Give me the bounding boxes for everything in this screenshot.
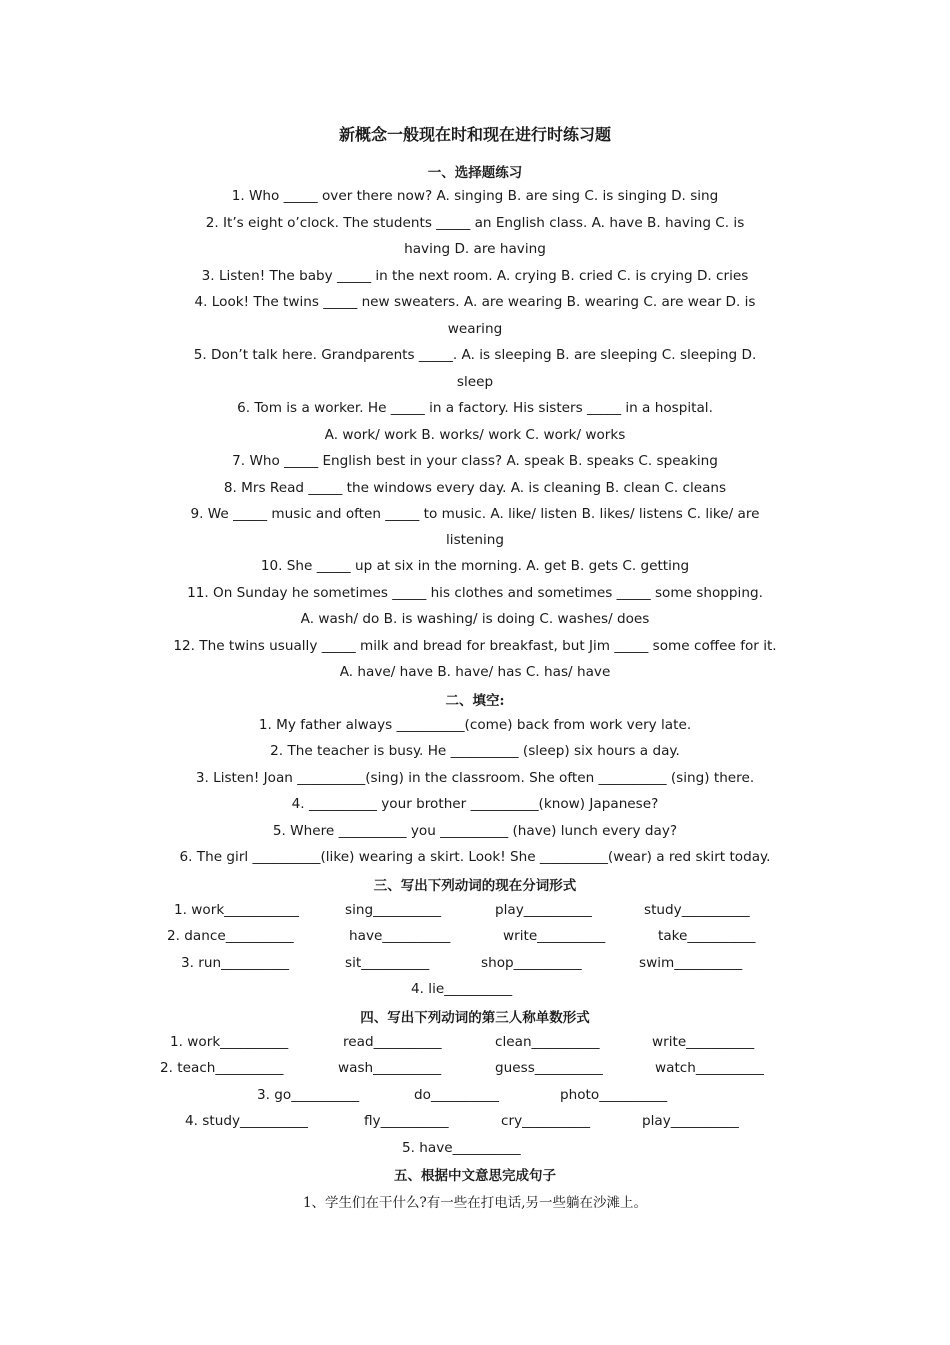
word-cell: photo__________	[560, 1087, 668, 1103]
section-heading-participle: 三、写出下列动词的现在分词形式	[373, 878, 577, 894]
word-cell: have__________	[349, 928, 451, 944]
word-cell: play__________	[495, 902, 592, 918]
word-cell: 4. study__________	[185, 1113, 308, 1129]
word-cell: wash__________	[338, 1060, 442, 1076]
page-title: 新概念一般现在时和现在进行时练习题	[338, 125, 611, 144]
question-line: 7. Who _____ English best in your class? A. speak B. speaks C. speaking	[232, 453, 718, 469]
word-cell: 3. run__________	[181, 955, 290, 971]
word-cell: do__________	[414, 1087, 499, 1103]
word-cell: 5. have__________	[402, 1140, 521, 1156]
word-cell: take__________	[658, 928, 756, 944]
section-heading-fill: 二、填空:	[445, 693, 505, 709]
question-line: wearing	[447, 321, 503, 337]
word-cell: cry__________	[501, 1113, 591, 1129]
fill-line: 6. The girl __________(like) wearing a skirt. Look! She __________(wear) a red skirt today.	[179, 849, 771, 865]
word-cell: 2. teach__________	[160, 1060, 284, 1076]
word-cell: write__________	[652, 1034, 755, 1050]
question-line: 12. The twins usually _____ milk and bread for breakfast, but Jim _____ some coffee for it.	[173, 638, 777, 654]
section-heading-choice: 一、选择题练习	[427, 165, 523, 181]
question-line: 1. Who _____ over there now? A. singing B. are sing C. is singing D. sing	[231, 188, 719, 204]
word-cell: 4. lie__________	[411, 981, 513, 997]
question-line: having D. are having	[404, 241, 546, 257]
word-cell: 3. go__________	[257, 1087, 360, 1103]
question-line: sleep	[456, 374, 494, 390]
word-cell: clean__________	[495, 1034, 600, 1050]
question-line: 10. She _____ up at six in the morning. A. get B. gets C. getting	[260, 558, 690, 574]
word-cell: guess__________	[495, 1060, 603, 1076]
word-cell: 2. dance__________	[167, 928, 294, 944]
word-cell: swim__________	[639, 955, 743, 971]
word-cell: study__________	[644, 902, 750, 918]
word-cell: sit__________	[345, 955, 430, 971]
word-cell: 1. work__________	[170, 1034, 289, 1050]
word-cell: 1. work___________	[174, 902, 299, 918]
question-line: 4. Look! The twins _____ new sweaters. A. are wearing B. wearing C. are wear D. is	[194, 294, 756, 310]
question-line: 11. On Sunday he sometimes _____ his clothes and sometimes _____ some shopping.	[187, 585, 763, 601]
word-cell: shop__________	[481, 955, 582, 971]
fill-line: 2. The teacher is busy. He __________ (sleep) six hours a day.	[270, 743, 680, 759]
question-line: 9. We _____ music and often _____ to music. A. like/ listen B. likes/ listens C. like/ are	[190, 506, 760, 522]
word-cell: play__________	[642, 1113, 739, 1129]
fill-line: 1. My father always __________(come) back from work very late.	[258, 717, 692, 733]
fill-line: 4. __________ your brother __________(know) Japanese?	[291, 796, 659, 812]
question-line: 5. Don’t talk here. Grandparents _____. A. is sleeping B. are sleeping C. sleeping D.	[193, 347, 757, 363]
question-line: 2. It’s eight o’clock. The students _____ an English class. A. have B. having C. is	[205, 215, 745, 231]
question-line: listening	[446, 532, 504, 548]
word-cell: sing__________	[345, 902, 442, 918]
question-line: A. work/ work B. works/ work C. work/ works	[324, 427, 626, 443]
translate-line: 1、学生们在干什么?有一些在打电话,另一些躺在沙滩上。	[302, 1195, 648, 1211]
question-line: 8. Mrs Read _____ the windows every day. A. is cleaning B. clean C. cleans	[223, 480, 727, 496]
section-heading-translate: 五、根据中文意思完成句子	[394, 1168, 556, 1184]
fill-line: 3. Listen! Joan __________(sing) in the classroom. She often __________ (sing) there.	[195, 770, 755, 786]
question-line: 6. Tom is a worker. He _____ in a factory. His sisters _____ in a hospital.	[237, 400, 713, 416]
section-heading-third-person: 四、写出下列动词的第三人称单数形式	[360, 1010, 590, 1026]
question-line: 3. Listen! The baby _____ in the next room. A. crying B. cried C. is crying D. cries	[201, 268, 749, 284]
question-line: A. wash/ do B. is washing/ is doing C. washes/ does	[300, 611, 650, 627]
fill-line: 5. Where __________ you __________ (have) lunch every day?	[272, 823, 678, 839]
word-cell: read__________	[343, 1034, 442, 1050]
word-cell: watch__________	[655, 1060, 764, 1076]
question-line: A. have/ have B. have/ has C. has/ have	[339, 664, 611, 680]
word-cell: write__________	[503, 928, 606, 944]
word-cell: fly__________	[364, 1113, 449, 1129]
